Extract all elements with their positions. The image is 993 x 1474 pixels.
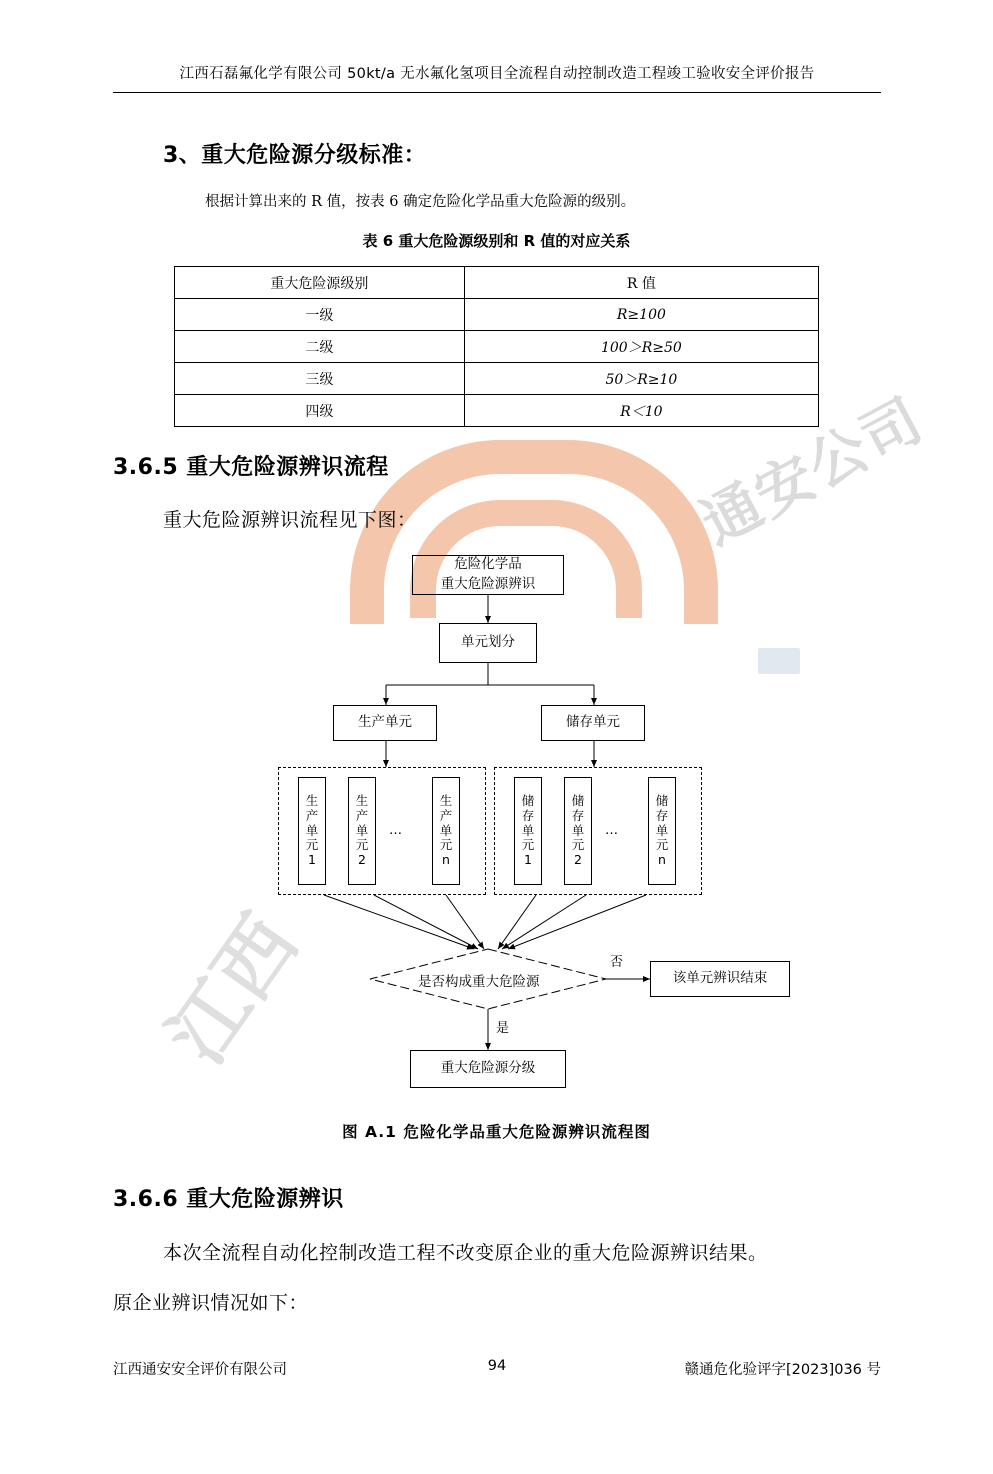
flow-node-storage-unit-2	[564, 777, 592, 885]
char: 元	[521, 837, 535, 853]
table-hazard-levels	[174, 266, 819, 427]
char: 产	[439, 807, 453, 823]
char: 元	[655, 837, 669, 853]
char: 生	[305, 793, 319, 809]
char: 存	[655, 807, 669, 823]
char: 单	[521, 822, 535, 838]
flow-node-decision-label: 是否构成重大危险源	[418, 974, 540, 990]
flow-ellipsis-production: …	[389, 823, 403, 838]
flow-node-hazard-grading: 重大危险源分级	[410, 1050, 566, 1088]
table-cell-level: 三级	[175, 363, 465, 395]
flow-node-start-line1: 危险化学品	[454, 556, 522, 573]
char: 储	[655, 793, 669, 809]
flow-edge-label-no: 否	[610, 955, 624, 970]
figure-caption: 图 A.1 危险化学品重大危险源辨识流程图	[342, 1123, 651, 1141]
table-cell-rvalue: R＜10	[464, 395, 818, 427]
table-cell-rvalue: R≥100	[464, 299, 818, 331]
flowchart-hazard-identification	[246, 545, 768, 1105]
flow-node-storage-unit-n	[648, 777, 676, 885]
heading-365: 3.6.5 重大危险源辨识流程	[113, 455, 389, 480]
watermark-company-text: 通安公司	[690, 385, 935, 558]
table-cell-rvalue: 100＞R≥50	[464, 331, 818, 363]
table-cell-level: 四级	[175, 395, 465, 427]
char: 储	[571, 793, 585, 809]
char: 元	[355, 837, 369, 853]
paragraph-grading: 根据计算出来的 R 值，按表 6 确定危险化学品重大危险源的级别。	[205, 194, 636, 210]
flow-node-production-unit: 生产单元	[333, 705, 437, 741]
table-row	[175, 331, 819, 363]
char: 单	[355, 822, 369, 838]
char: 单	[439, 822, 453, 838]
char: 单	[305, 822, 319, 838]
flow-node-unit-division: 单元划分	[439, 623, 537, 663]
char: 单	[571, 822, 585, 838]
table-header-cell: 重大危险源级别	[175, 267, 465, 299]
char: 1	[308, 852, 316, 868]
table-header-cell: R 值	[464, 267, 818, 299]
flow-node-storage-unit-1	[514, 777, 542, 885]
table-caption: 表 6 重大危险源级别和 R 值的对应关系	[362, 232, 631, 250]
char: 2	[574, 852, 582, 868]
page-header-title: 江西石磊氟化学有限公司 50kt/a 无水氟化氢项目全流程自动控制改造工程竣工验收安全评价报告	[179, 66, 815, 82]
char: 1	[524, 852, 532, 868]
char: n	[658, 852, 666, 868]
char: 存	[521, 807, 535, 823]
page-footer	[113, 1358, 881, 1379]
flow-node-start	[412, 555, 564, 595]
table-row	[175, 363, 819, 395]
footer-company: 江西通安安全评价有限公司	[113, 1362, 287, 1378]
flow-node-production-unit-1	[298, 777, 326, 885]
footer-page-number: 94	[487, 1358, 507, 1374]
table-cell-level: 一级	[175, 299, 465, 331]
char: 元	[439, 837, 453, 853]
table-cell-level: 二级	[175, 331, 465, 363]
paragraph-366-line2: 原企业辨识情况如下：	[113, 1292, 309, 1314]
char: 产	[305, 807, 319, 823]
table-row	[175, 299, 819, 331]
footer-document-number: 赣通危化验评字[2023]036 号	[684, 1362, 881, 1378]
flow-node-production-unit-n	[432, 777, 460, 885]
flow-edge-label-yes: 是	[496, 1021, 510, 1036]
char: 元	[571, 837, 585, 853]
table-cell-rvalue: 50＞R≥10	[464, 363, 818, 395]
char: 储	[521, 793, 535, 809]
char: 存	[571, 807, 585, 823]
paragraph-365: 重大危险源辨识流程见下图：	[163, 509, 417, 531]
heading-366: 3.6.6 重大危险源辨识	[113, 1187, 344, 1212]
char: 元	[305, 837, 319, 853]
flow-node-identification-end: 该单元辨识结束	[650, 961, 790, 997]
char: 单	[655, 822, 669, 838]
char: 产	[355, 807, 369, 823]
flow-node-storage-unit: 储存单元	[541, 705, 645, 741]
flow-node-start-line2: 重大危险源辨识	[440, 576, 536, 592]
char: 生	[439, 793, 453, 809]
flow-node-production-unit-2	[348, 777, 376, 885]
table-row	[175, 395, 819, 427]
paragraph-366-line1: 本次全流程自动化控制改造工程不改变原企业的重大危险源辨识结果。	[163, 1242, 768, 1264]
char: n	[442, 852, 450, 868]
char: 2	[358, 852, 366, 868]
watermark-jiangxi-text: 江西	[152, 900, 316, 1080]
char: 生	[355, 793, 369, 809]
flow-ellipsis-storage: …	[605, 823, 619, 838]
heading-grading-standard: 3、重大危险源分级标准：	[163, 143, 427, 168]
table-header-row	[175, 267, 819, 299]
